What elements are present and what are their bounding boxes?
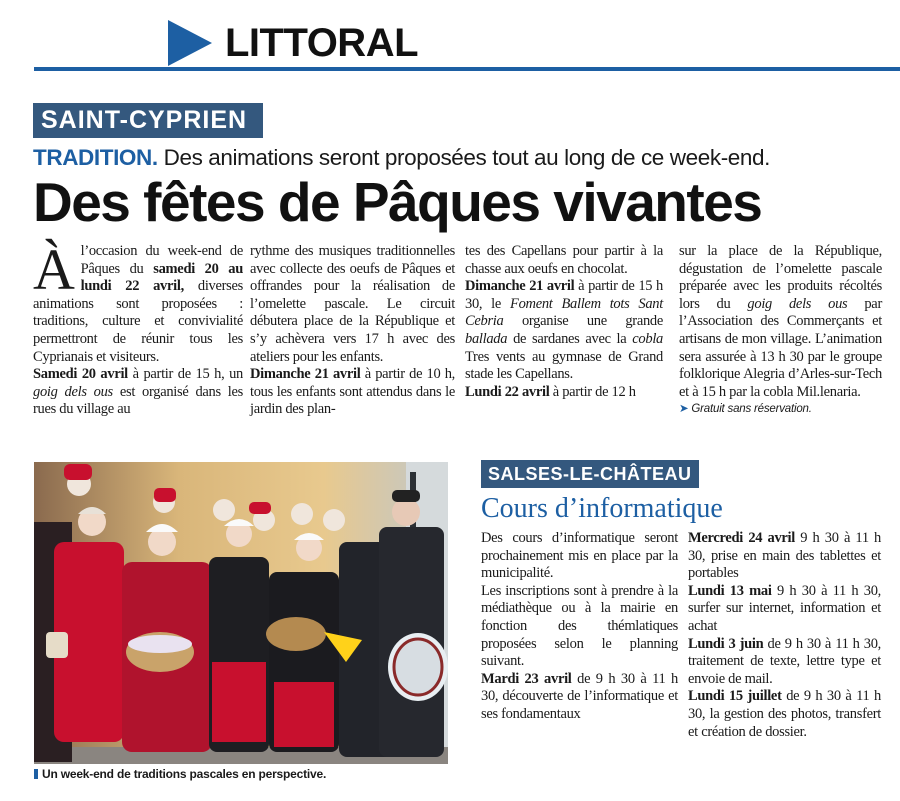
text: par l’Association des Commerçants et artisans de mon village. L’animation sera assurée à 13 h 30 par le groupe folklorique Alegria d’Arles-sur-Tech et à 15 h par la cobla Mil.lenaria. [679, 295, 882, 400]
date-bold: Dimanche 21 avril [250, 366, 361, 383]
text: à partir de 15 h 30, le [465, 278, 663, 312]
date-bold: Samedi 20 avril [33, 366, 128, 383]
text: 9 h 30 à 11 h 30, prise en main des tablettes et portables [688, 530, 882, 582]
article-photo [34, 462, 448, 764]
section-arrow-icon [168, 20, 212, 66]
paragraph [33, 366, 243, 419]
text: est organisé dans les rues du village au [33, 383, 243, 418]
text: organise une grande [503, 313, 663, 330]
date-bold: Mercredi 24 avril [688, 530, 796, 546]
paragraph: Des cours d’informatique seront prochainement mis en place par la municipalité. [481, 530, 678, 582]
article1-column-2 [250, 243, 455, 419]
location-tag-salses: SALSES-LE-CHÂTEAU [481, 460, 699, 488]
text: l’occasion du week-end de Pâques du [80, 243, 243, 277]
date-bold: Mardi 23 avril [481, 670, 572, 687]
date-bold: Lundi 13 mai [688, 582, 772, 599]
text: Tres vents au gymnase de Grand stade les Capellans. [465, 348, 663, 383]
text-italic: goig dels ous [747, 295, 848, 312]
date-bold: Lundi 15 juillet [688, 688, 782, 705]
text: de 9 h 30 à 11 h 30, la gestion des photos, transfert et création de dossier. [688, 688, 882, 740]
text: diverses animations sont proposées : traditions, culture et convivialité permettront de réunir tous les Cyprianais et visiteurs. [33, 278, 243, 365]
article1-column-1 [33, 237, 243, 419]
kicker [33, 144, 873, 172]
photo-caption [34, 767, 326, 781]
paragraph [481, 671, 678, 724]
text-italic: Foment Ballem tots Sant Cebria [465, 295, 663, 330]
article2-column-1 [481, 530, 678, 724]
text: de 9 h 30 à 11 h 30, traitement de texte, lettre type et envoie de mail. [688, 635, 881, 687]
paragraph [688, 530, 881, 583]
article1-column-4 [679, 243, 882, 419]
paragraph: rythme des musiques traditionnelles avec collecte des oeufs de Pâques et offrandes pour la réalisation de l’omelette pascale. Le circuit débutera place de la République et s’y achèvera vers 17 h avec des ateliers pour les enfants. [250, 243, 455, 365]
text: à partir de 12 h [549, 383, 636, 400]
date-bold: samedi 20 au lundi 22 avril, [80, 260, 243, 295]
info-note [679, 401, 882, 419]
text-italic: cobla [632, 330, 663, 347]
note-text: Gratuit sans réservation. [688, 403, 812, 416]
arrow-icon: ➤ [679, 403, 689, 416]
article2-column-2 [688, 530, 881, 741]
paragraph [688, 688, 881, 741]
date-bold: Dimanche 21 avril [465, 278, 575, 295]
paragraph: Les inscriptions sont à prendre à la médiathèque ou à la mairie en fonction des thémlatiques proposées selon le planning suivant. [481, 582, 678, 670]
kicker-key: TRADITION. [33, 145, 158, 170]
paragraph [465, 384, 663, 402]
date-bold: Lundi 3 juin [688, 635, 764, 652]
article1-column-3 [465, 243, 663, 401]
section-title: LITTORAL [225, 21, 419, 65]
text: 9 h 30 à 11 h 30, surfer sur internet, information et achat [688, 582, 881, 634]
paragraph [33, 237, 243, 366]
date-bold: Lundi 22 avril [465, 383, 550, 400]
text: sur la place de la République, dégustation de l’omelette pascale préparée avec les produits récoltés lors du [679, 243, 882, 312]
text-italic: goig dels ous [33, 383, 113, 400]
headline: Des fêtes de Pâques vivantes [33, 171, 762, 233]
paragraph [688, 636, 881, 689]
paragraph [688, 583, 881, 636]
location-tag-saint-cyprien: SAINT-CYPRIEN [33, 103, 263, 138]
text: de 9 h 30 à 11 h 30, découverte de l’informatique et ses fondamentaux [481, 670, 679, 722]
paragraph [250, 366, 455, 419]
text: à partir de 15 h, un [127, 366, 243, 383]
kicker-text: Des animations seront proposées tout au long de ce week-end. [157, 145, 770, 170]
drop-cap: À [33, 237, 75, 302]
paragraph [465, 278, 663, 384]
header-rule [34, 67, 900, 71]
caption-marker-icon [34, 769, 38, 779]
text: de sardanes avec la [507, 330, 633, 347]
paragraph: tes des Capellans pour partir à la chasse aux oeufs en chocolat. [465, 243, 663, 277]
text: à partir de 10 h, tous les enfants sont attendus dans le jardin des plan- [250, 366, 455, 418]
text-italic: ballada [465, 330, 508, 347]
caption-text: Un week-end de traditions pascales en perspective. [42, 767, 327, 781]
article2-title: Cours d’informatique [481, 493, 723, 524]
paragraph [679, 243, 882, 401]
